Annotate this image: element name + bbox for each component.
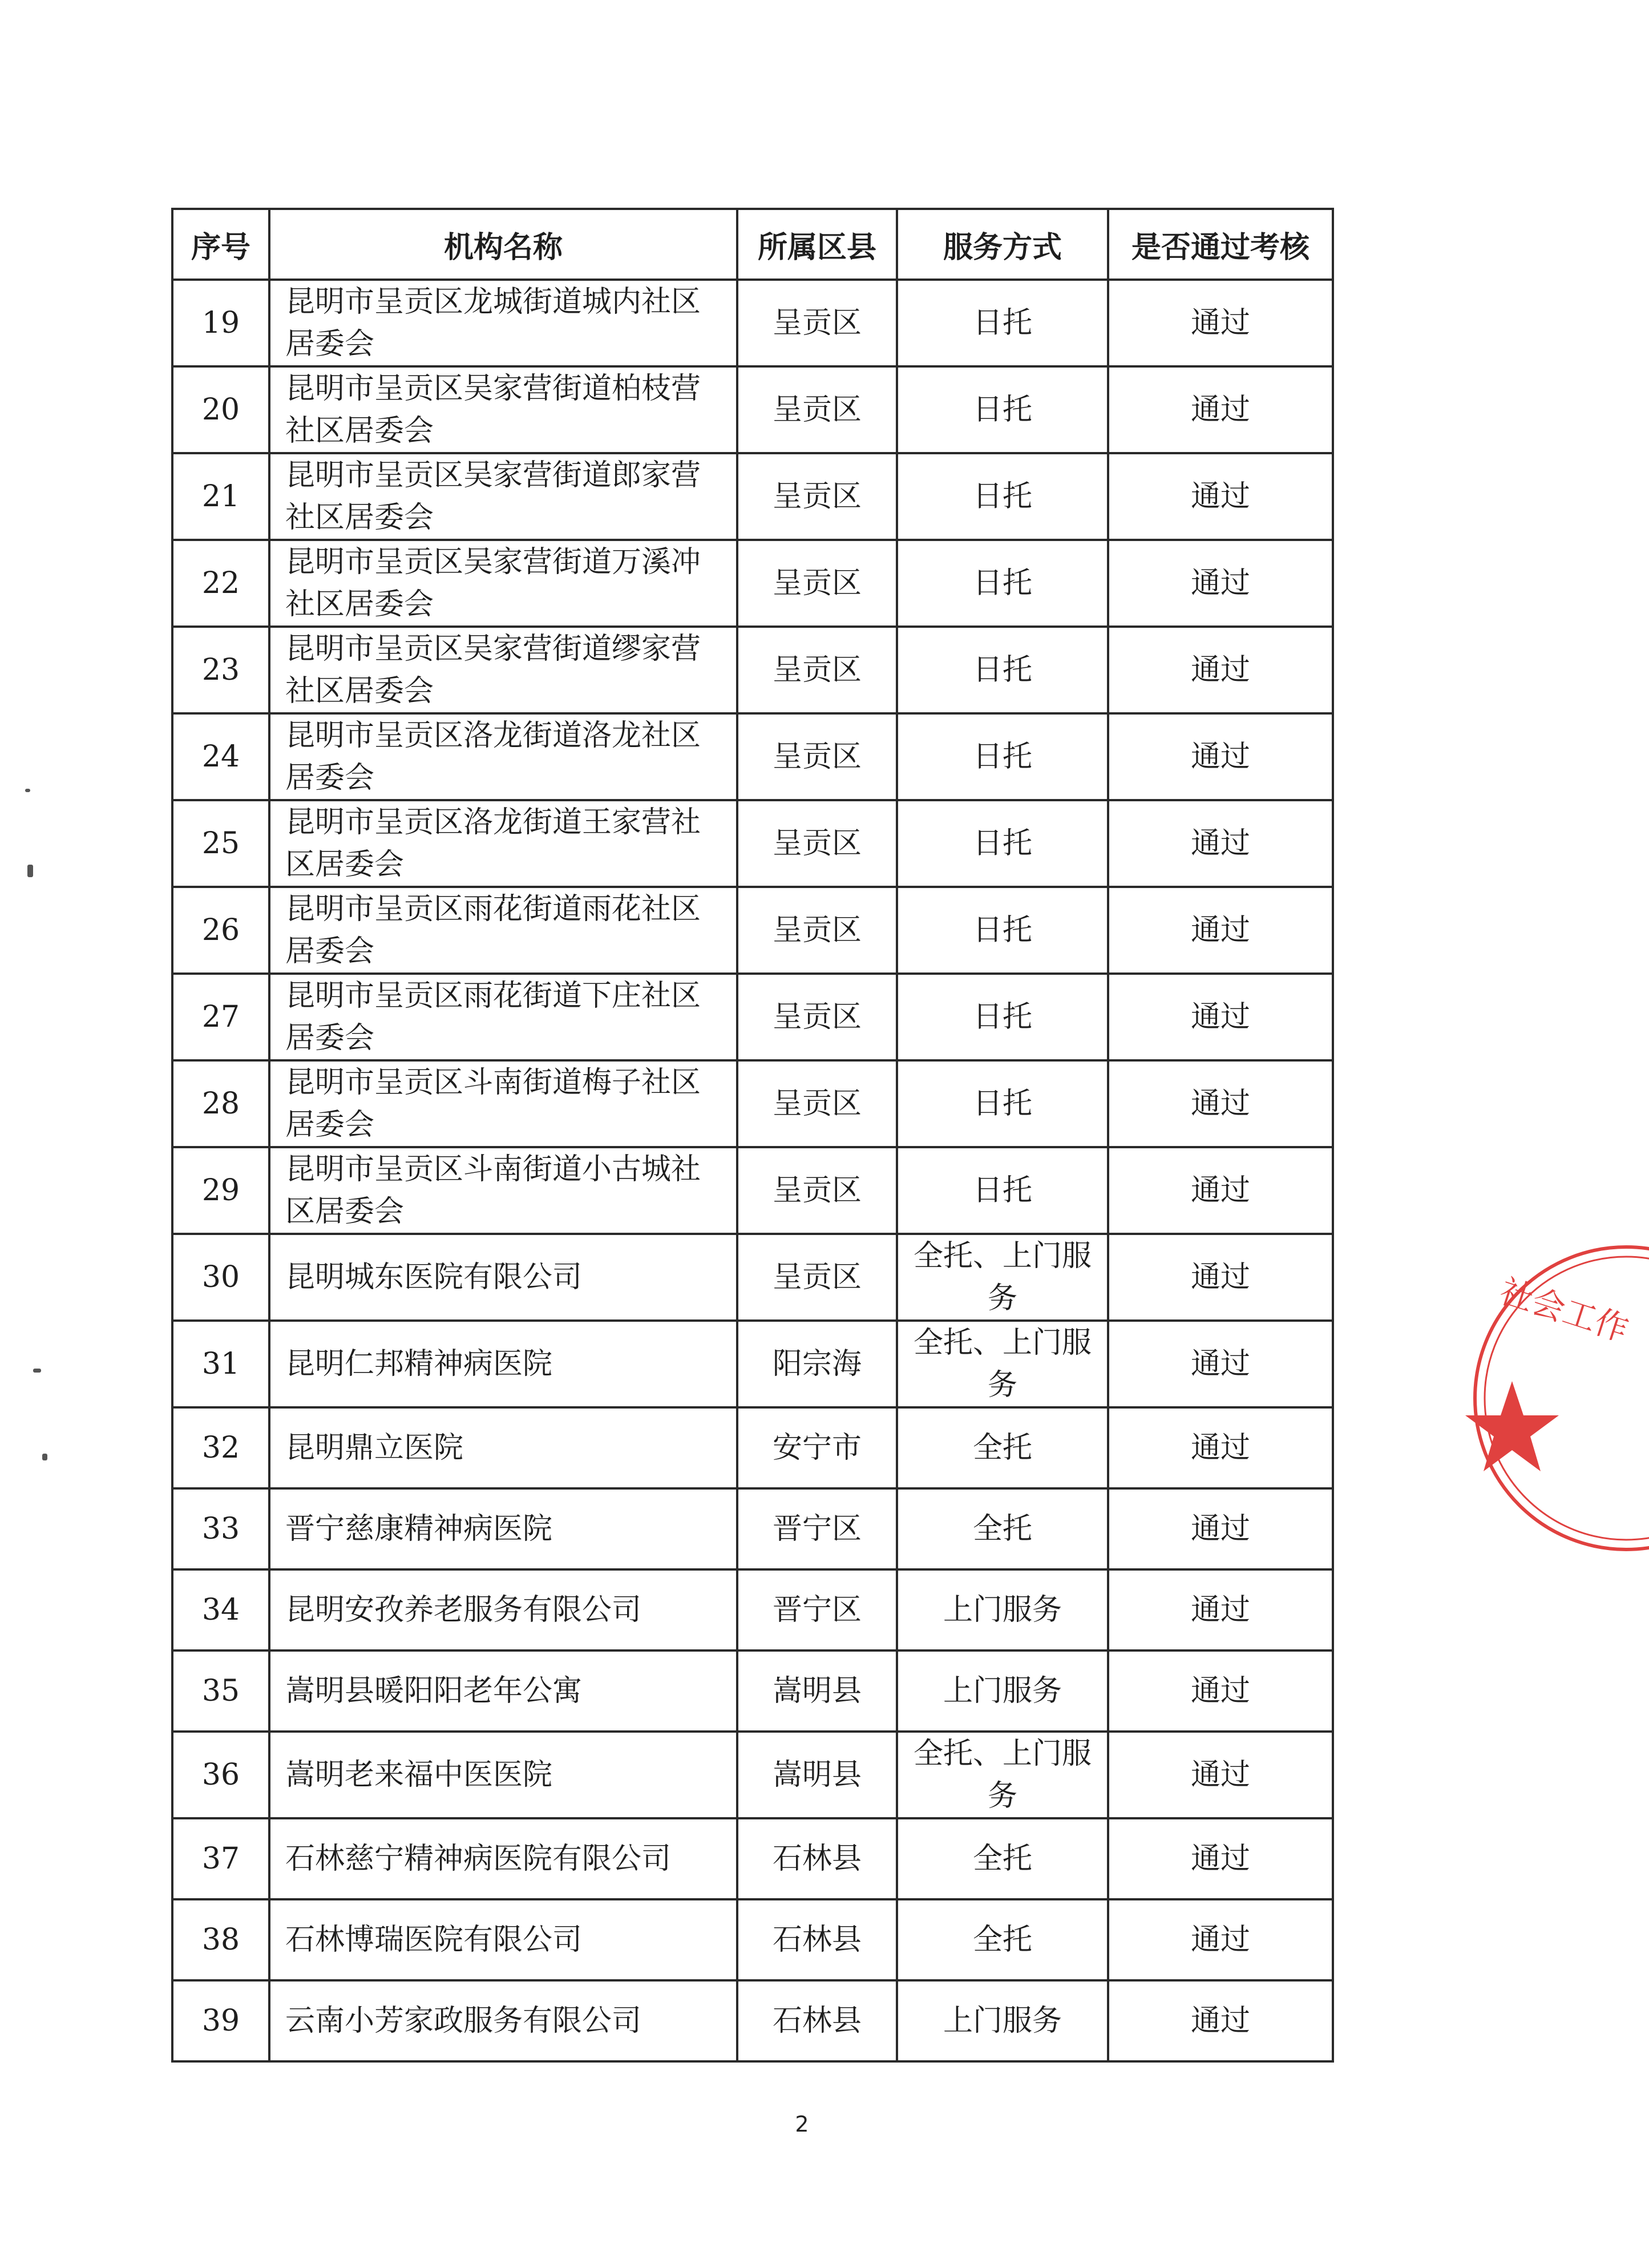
service-type-cell: 上门服务 bbox=[897, 1980, 1108, 2061]
district-cell: 嵩明县 bbox=[737, 1732, 897, 1818]
district-cell: 呈贡区 bbox=[737, 1234, 897, 1321]
institution-name-cell: 昆明市呈贡区洛龙街道洛龙社区居委会 bbox=[269, 713, 737, 800]
institution-name-cell: 昆明市呈贡区吴家营街道郎家营社区居委会 bbox=[269, 453, 737, 540]
assessment-result-cell: 通过 bbox=[1108, 800, 1333, 887]
row-number-cell: 21 bbox=[172, 453, 269, 540]
header-district: 所属区县 bbox=[737, 209, 897, 280]
district-cell: 阳宗海 bbox=[737, 1321, 897, 1407]
row-number-cell: 32 bbox=[172, 1407, 269, 1488]
assessment-result-cell: 通过 bbox=[1108, 366, 1333, 453]
institution-name-cell: 昆明城东医院有限公司 bbox=[269, 1234, 737, 1321]
table-row bbox=[172, 1899, 1333, 1980]
service-type-cell: 日托 bbox=[897, 1147, 1108, 1234]
institution-name-cell: 昆明市呈贡区斗南街道梅子社区居委会 bbox=[269, 1060, 737, 1147]
table-row bbox=[172, 1407, 1333, 1488]
table-row bbox=[172, 1060, 1333, 1147]
row-number-cell: 35 bbox=[172, 1650, 269, 1732]
header-name: 机构名称 bbox=[269, 209, 737, 280]
row-number-cell: 34 bbox=[172, 1569, 269, 1650]
assessment-result-cell: 通过 bbox=[1108, 887, 1333, 974]
assessment-result-cell: 通过 bbox=[1108, 627, 1333, 713]
table-body bbox=[172, 280, 1333, 2061]
service-type-cell: 全托、上门服务 bbox=[897, 1732, 1108, 1818]
institution-name-cell: 昆明市呈贡区雨花街道下庄社区居委会 bbox=[269, 974, 737, 1060]
seal-text: 社会工作 bbox=[1495, 1271, 1634, 1350]
service-type-cell: 全托 bbox=[897, 1818, 1108, 1899]
district-cell: 晋宁区 bbox=[737, 1488, 897, 1569]
row-number-cell: 27 bbox=[172, 974, 269, 1060]
service-type-cell: 日托 bbox=[897, 540, 1108, 627]
row-number-cell: 37 bbox=[172, 1818, 269, 1899]
assessment-result-cell: 通过 bbox=[1108, 540, 1333, 627]
row-number-cell: 33 bbox=[172, 1488, 269, 1569]
assessment-result-cell: 通过 bbox=[1108, 453, 1333, 540]
service-type-cell: 日托 bbox=[897, 713, 1108, 800]
table-row bbox=[172, 1234, 1333, 1321]
row-number-cell: 22 bbox=[172, 540, 269, 627]
assessment-result-cell: 通过 bbox=[1108, 974, 1333, 1060]
assessment-result-cell: 通过 bbox=[1108, 1321, 1333, 1407]
service-type-cell: 日托 bbox=[897, 280, 1108, 366]
institution-name-cell: 石林慈宁精神病医院有限公司 bbox=[269, 1818, 737, 1899]
district-cell: 呈贡区 bbox=[737, 366, 897, 453]
district-cell: 呈贡区 bbox=[737, 974, 897, 1060]
table-row bbox=[172, 887, 1333, 974]
header-service: 服务方式 bbox=[897, 209, 1108, 280]
district-cell: 呈贡区 bbox=[737, 1060, 897, 1147]
institution-name-cell: 昆明市呈贡区洛龙街道王家营社区居委会 bbox=[269, 800, 737, 887]
district-cell: 呈贡区 bbox=[737, 800, 897, 887]
table-row bbox=[172, 540, 1333, 627]
table-row bbox=[172, 366, 1333, 453]
institution-name-cell: 嵩明县暖阳阳老年公寓 bbox=[269, 1650, 737, 1732]
district-cell: 晋宁区 bbox=[737, 1569, 897, 1650]
institution-name-cell: 昆明鼎立医院 bbox=[269, 1407, 737, 1488]
table-row bbox=[172, 1732, 1333, 1818]
row-number-cell: 23 bbox=[172, 627, 269, 713]
district-cell: 呈贡区 bbox=[737, 887, 897, 974]
scan-mark bbox=[33, 1369, 41, 1373]
table-row bbox=[172, 1569, 1333, 1650]
table-row bbox=[172, 280, 1333, 366]
service-type-cell: 日托 bbox=[897, 453, 1108, 540]
row-number-cell: 19 bbox=[172, 280, 269, 366]
assessment-result-cell: 通过 bbox=[1108, 713, 1333, 800]
table-row bbox=[172, 1650, 1333, 1732]
assessment-result-cell: 通过 bbox=[1108, 1147, 1333, 1234]
district-cell: 呈贡区 bbox=[737, 627, 897, 713]
service-type-cell: 日托 bbox=[897, 887, 1108, 974]
table-row bbox=[172, 713, 1333, 800]
institution-name-cell: 石林博瑞医院有限公司 bbox=[269, 1899, 737, 1980]
service-type-cell: 日托 bbox=[897, 627, 1108, 713]
service-type-cell: 日托 bbox=[897, 800, 1108, 887]
institution-name-cell: 云南小芳家政服务有限公司 bbox=[269, 1980, 737, 2061]
table-header-row bbox=[172, 209, 1333, 280]
service-type-cell: 全托、上门服务 bbox=[897, 1321, 1108, 1407]
scan-mark bbox=[42, 1454, 47, 1460]
district-cell: 呈贡区 bbox=[737, 1147, 897, 1234]
official-seal bbox=[1466, 1238, 1649, 1558]
institution-name-cell: 晋宁慈康精神病医院 bbox=[269, 1488, 737, 1569]
service-type-cell: 日托 bbox=[897, 366, 1108, 453]
row-number-cell: 36 bbox=[172, 1732, 269, 1818]
service-type-cell: 上门服务 bbox=[897, 1569, 1108, 1650]
institution-name-cell: 昆明市呈贡区斗南街道小古城社区居委会 bbox=[269, 1147, 737, 1234]
assessment-result-cell: 通过 bbox=[1108, 1060, 1333, 1147]
institution-name-cell: 昆明仁邦精神病医院 bbox=[269, 1321, 737, 1407]
institution-name-cell: 昆明安孜养老服务有限公司 bbox=[269, 1569, 737, 1650]
assessment-result-cell: 通过 bbox=[1108, 1980, 1333, 2061]
assessment-result-cell: 通过 bbox=[1108, 1650, 1333, 1732]
header-no: 序号 bbox=[172, 209, 269, 280]
row-number-cell: 31 bbox=[172, 1321, 269, 1407]
institution-name-cell: 昆明市呈贡区吴家营街道万溪冲社区居委会 bbox=[269, 540, 737, 627]
table-row bbox=[172, 1321, 1333, 1407]
header-result: 是否通过考核 bbox=[1108, 209, 1333, 280]
assessment-table bbox=[171, 208, 1334, 2063]
district-cell: 石林县 bbox=[737, 1818, 897, 1899]
table-row bbox=[172, 1488, 1333, 1569]
service-type-cell: 日托 bbox=[897, 974, 1108, 1060]
page-number: 2 bbox=[795, 2112, 809, 2137]
scan-mark bbox=[27, 865, 33, 877]
row-number-cell: 39 bbox=[172, 1980, 269, 2061]
institution-name-cell: 昆明市呈贡区吴家营街道柏枝营社区居委会 bbox=[269, 366, 737, 453]
district-cell: 呈贡区 bbox=[737, 453, 897, 540]
district-cell: 呈贡区 bbox=[737, 280, 897, 366]
assessment-result-cell: 通过 bbox=[1108, 280, 1333, 366]
service-type-cell: 全托 bbox=[897, 1488, 1108, 1569]
table-row bbox=[172, 453, 1333, 540]
district-cell: 嵩明县 bbox=[737, 1650, 897, 1732]
assessment-result-cell: 通过 bbox=[1108, 1407, 1333, 1488]
row-number-cell: 29 bbox=[172, 1147, 269, 1234]
row-number-cell: 20 bbox=[172, 366, 269, 453]
service-type-cell: 全托 bbox=[897, 1407, 1108, 1488]
table-row bbox=[172, 1980, 1333, 2061]
district-cell: 石林县 bbox=[737, 1980, 897, 2061]
row-number-cell: 28 bbox=[172, 1060, 269, 1147]
service-type-cell: 全托、上门服务 bbox=[897, 1234, 1108, 1321]
row-number-cell: 25 bbox=[172, 800, 269, 887]
institution-name-cell: 昆明市呈贡区吴家营街道缪家营社区居委会 bbox=[269, 627, 737, 713]
assessment-result-cell: 通过 bbox=[1108, 1818, 1333, 1899]
district-cell: 石林县 bbox=[737, 1899, 897, 1980]
row-number-cell: 26 bbox=[172, 887, 269, 974]
service-type-cell: 上门服务 bbox=[897, 1650, 1108, 1732]
scan-mark bbox=[25, 789, 30, 792]
district-cell: 呈贡区 bbox=[737, 713, 897, 800]
table-row bbox=[172, 1147, 1333, 1234]
row-number-cell: 38 bbox=[172, 1899, 269, 1980]
row-number-cell: 30 bbox=[172, 1234, 269, 1321]
institution-name-cell: 嵩明老来福中医医院 bbox=[269, 1732, 737, 1818]
district-cell: 呈贡区 bbox=[737, 540, 897, 627]
table-row bbox=[172, 1818, 1333, 1899]
assessment-result-cell: 通过 bbox=[1108, 1732, 1333, 1818]
assessment-result-cell: 通过 bbox=[1108, 1899, 1333, 1980]
table-row bbox=[172, 800, 1333, 887]
assessment-result-cell: 通过 bbox=[1108, 1569, 1333, 1650]
table-row bbox=[172, 627, 1333, 713]
district-cell: 安宁市 bbox=[737, 1407, 897, 1488]
row-number-cell: 24 bbox=[172, 713, 269, 800]
institution-name-cell: 昆明市呈贡区龙城街道城内社区居委会 bbox=[269, 280, 737, 366]
service-type-cell: 日托 bbox=[897, 1060, 1108, 1147]
table-row bbox=[172, 974, 1333, 1060]
service-type-cell: 全托 bbox=[897, 1899, 1108, 1980]
institution-name-cell: 昆明市呈贡区雨花街道雨花社区居委会 bbox=[269, 887, 737, 974]
assessment-result-cell: 通过 bbox=[1108, 1488, 1333, 1569]
assessment-result-cell: 通过 bbox=[1108, 1234, 1333, 1321]
